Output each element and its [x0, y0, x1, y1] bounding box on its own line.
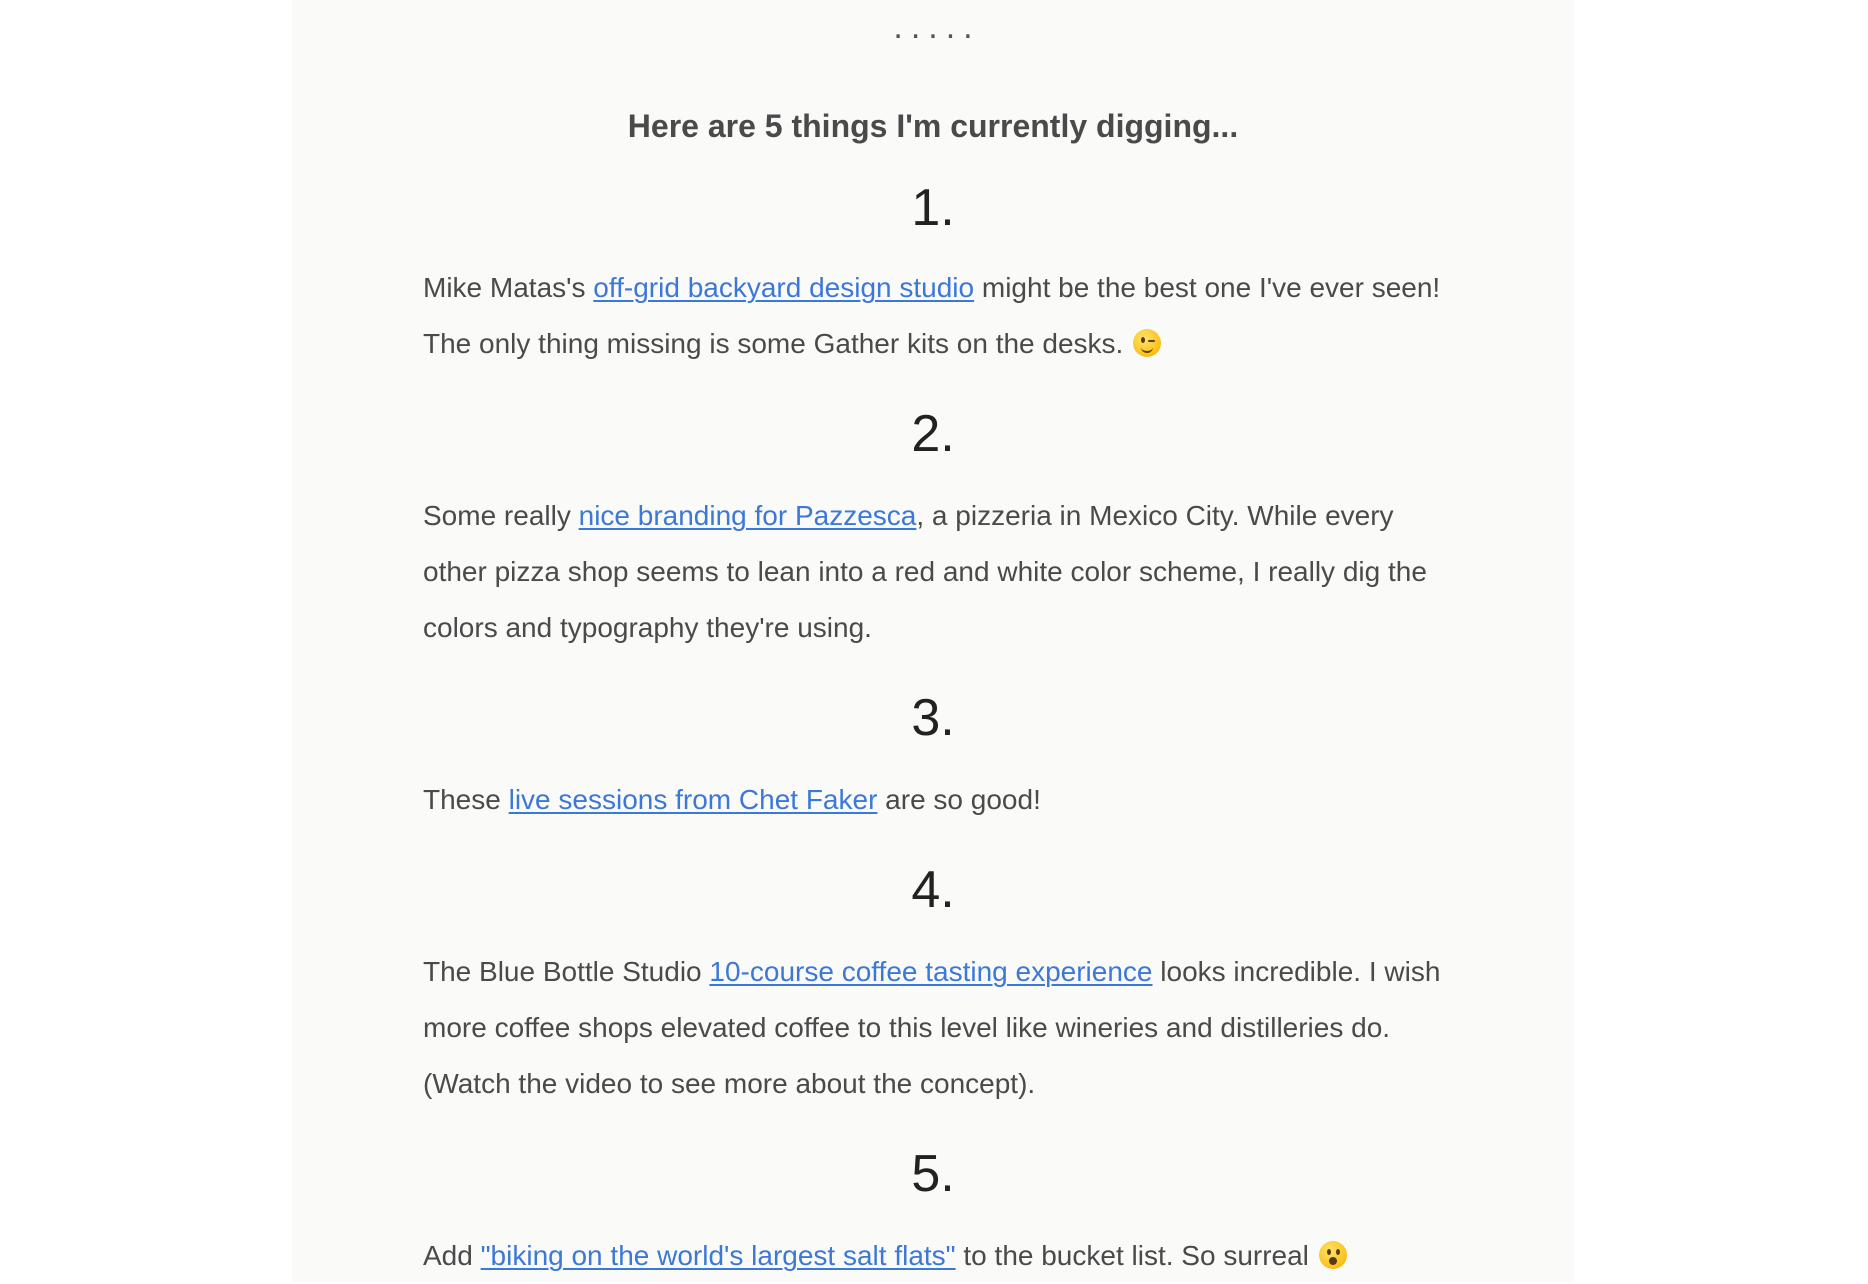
item-3-text-before: These: [423, 784, 509, 815]
item-paragraph-5: [423, 1228, 1443, 1284]
item-paragraph-3: [423, 772, 1443, 828]
item-1-text-before: Mike Matas's: [423, 272, 594, 303]
item-4-text-before: The Blue Bottle Studio: [423, 956, 710, 987]
item-number-3: 3.: [911, 689, 955, 747]
item-number-4: 4.: [911, 861, 955, 919]
item-paragraph-2: [423, 488, 1443, 656]
item-paragraph-4: [423, 944, 1443, 1112]
item-paragraph-1: [423, 260, 1443, 372]
item-5-text-before: Add: [423, 1240, 481, 1271]
item-2-link[interactable]: nice branding for Pazzesca: [578, 500, 917, 531]
item-5-text-after: to the bucket list. So surreal: [955, 1240, 1309, 1271]
item-number-1: 1.: [911, 179, 955, 237]
section-heading: Here are 5 things I'm currently digging...: [627, 108, 1239, 144]
item-3-text-after: are so good!: [877, 784, 1041, 815]
astonished-face-icon: [1319, 1241, 1347, 1269]
item-1-text-after: might be the best one I've ever seen! The only thing missing is some Gather kits on the desks.: [423, 272, 1441, 359]
item-1-link[interactable]: off-grid backyard design studio: [593, 272, 975, 303]
item-3-link[interactable]: live sessions from Chet Faker: [508, 784, 878, 815]
newsletter-content: [423, 0, 1443, 1284]
winking-face-icon: [1133, 329, 1161, 357]
item-number-2: 2.: [911, 405, 955, 463]
item-2-text-after: , a pizzeria in Mexico City. While every other pizza shop seems to lean into a red and white color scheme, I really dig the colors and typography they're using.: [423, 500, 1427, 643]
item-number-5: 5.: [911, 1145, 955, 1203]
section-divider: .....: [893, 8, 981, 46]
item-4-link[interactable]: 10-course coffee tasting experience: [709, 956, 1153, 987]
item-2-text-before: Some really: [423, 500, 579, 531]
item-4-text-after: looks incredible. I wish more coffee shops elevated coffee to this level like wineries and distilleries do. (Watch the video to see more about the concept).: [423, 956, 1441, 1099]
item-5-link[interactable]: "biking on the world's largest salt flats": [480, 1240, 956, 1271]
newsletter-column: [292, 0, 1574, 1282]
